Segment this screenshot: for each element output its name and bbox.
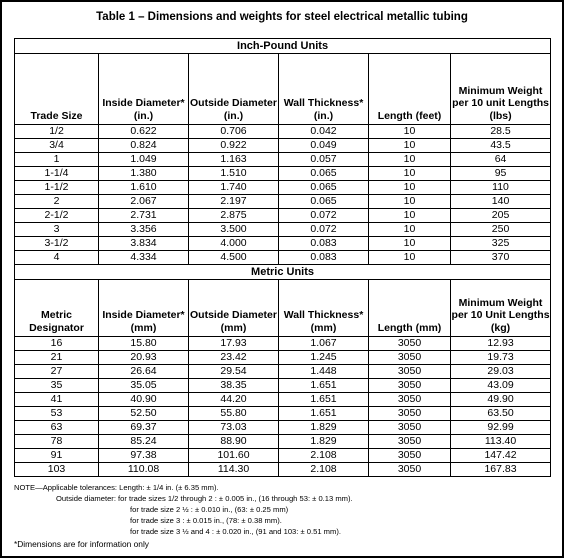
table-cell: 2-1/2 xyxy=(15,209,99,223)
table-cell: 10 xyxy=(369,167,451,181)
table-row xyxy=(15,393,551,407)
table-cell: 0.049 xyxy=(279,139,369,153)
note-trade-size-2-1-2: for trade size 2 ½ : ± 0.010 in., (63: ± 0.25 mm) xyxy=(130,505,289,514)
column-header: Inside Diameter* (in.) xyxy=(99,54,189,125)
table-cell: 43.5 xyxy=(451,139,551,153)
table-cell: 23.42 xyxy=(189,351,279,365)
table-cell: 92.99 xyxy=(451,421,551,435)
table-cell: 101.60 xyxy=(189,449,279,463)
table-cell: 1 xyxy=(15,153,99,167)
table-cell: 4.000 xyxy=(189,237,279,251)
notes-block xyxy=(14,482,554,550)
table-row xyxy=(15,449,551,463)
table-cell: 1.245 xyxy=(279,351,369,365)
table-cell: 15.80 xyxy=(99,337,189,351)
table-cell: 10 xyxy=(369,195,451,209)
table-cell: 110.08 xyxy=(99,463,189,477)
table-cell: 64 xyxy=(451,153,551,167)
table-title: Table 1 – Dimensions and weights for steel electrical metallic tubing xyxy=(96,11,468,23)
column-header: Length (feet) xyxy=(369,54,451,125)
table-cell: 2 xyxy=(15,195,99,209)
table-cell: 2.067 xyxy=(99,195,189,209)
table-cell: 85.24 xyxy=(99,435,189,449)
table-cell: 1.380 xyxy=(99,167,189,181)
table-cell: 0.622 xyxy=(99,125,189,139)
table-cell: 1.049 xyxy=(99,153,189,167)
table-cell: 103 xyxy=(15,463,99,477)
table-cell: 1.448 xyxy=(279,365,369,379)
column-header: Trade Size xyxy=(15,54,99,125)
footnote: *Dimensions are for information only xyxy=(14,539,149,549)
table-cell: 17.93 xyxy=(189,337,279,351)
table-cell: 10 xyxy=(369,181,451,195)
table-cell: 0.042 xyxy=(279,125,369,139)
table-cell: 52.50 xyxy=(99,407,189,421)
table-row xyxy=(15,337,551,351)
table-cell: 41 xyxy=(15,393,99,407)
table-cell: 167.83 xyxy=(451,463,551,477)
table-cell: 1.829 xyxy=(279,435,369,449)
table-cell: 325 xyxy=(451,237,551,251)
table-cell: 0.057 xyxy=(279,153,369,167)
table-cell: 38.35 xyxy=(189,379,279,393)
table-cell: 35 xyxy=(15,379,99,393)
table-cell: 55.80 xyxy=(189,407,279,421)
column-header: Wall Thickness* (in.) xyxy=(279,54,369,125)
table-cell: 1.510 xyxy=(189,167,279,181)
table-cell: 3050 xyxy=(369,421,451,435)
table-cell: 26.64 xyxy=(99,365,189,379)
table-cell: 1.067 xyxy=(279,337,369,351)
table-cell: 0.065 xyxy=(279,195,369,209)
table-cell: 2.197 xyxy=(189,195,279,209)
table-cell: 205 xyxy=(451,209,551,223)
column-header: Outside Diameter (mm) xyxy=(189,280,279,337)
table-cell: 4.334 xyxy=(99,251,189,265)
table-cell: 3050 xyxy=(369,463,451,477)
table-cell: 0.083 xyxy=(279,237,369,251)
table-cell: 69.37 xyxy=(99,421,189,435)
table-cell: 1.651 xyxy=(279,379,369,393)
column-header: Outside Diameter (in.) xyxy=(189,54,279,125)
table-cell: 3050 xyxy=(369,393,451,407)
column-header: Minimum Weight per 10 unit Lengths (lbs) xyxy=(451,54,551,125)
table-cell: 3050 xyxy=(369,449,451,463)
table-row xyxy=(15,167,551,181)
note-trade-size-3: for trade size 3 : ± 0.015 in., (78: ± 0.38 mm). xyxy=(130,516,282,525)
table-cell: 73.03 xyxy=(189,421,279,435)
table-cell: 49.90 xyxy=(451,393,551,407)
table-cell: 1.163 xyxy=(189,153,279,167)
column-header: Length (mm) xyxy=(369,280,451,337)
table-row xyxy=(15,351,551,365)
table-row xyxy=(15,365,551,379)
table-cell: 250 xyxy=(451,223,551,237)
table-cell: 10 xyxy=(369,125,451,139)
table-cell: 3050 xyxy=(369,435,451,449)
table-cell: 10 xyxy=(369,237,451,251)
table-cell: 1.610 xyxy=(99,181,189,195)
column-header: Metric Designator xyxy=(15,280,99,337)
table-cell: 3050 xyxy=(369,407,451,421)
metric-band-label: Metric Units xyxy=(15,265,551,280)
note-outside-diameter: Outside diameter: for trade sizes 1/2 through 2 : ± 0.005 in., (16 through 53: ± 0.13 mm). xyxy=(56,494,353,503)
table-cell: 1-1/2 xyxy=(15,181,99,195)
inch-pound-band xyxy=(15,39,551,54)
table-cell: 3050 xyxy=(369,365,451,379)
column-header: Minimum Weight per 10 Unit Lengths (kg) xyxy=(451,280,551,337)
table-row xyxy=(15,407,551,421)
table-cell: 40.90 xyxy=(99,393,189,407)
table-cell: 43.09 xyxy=(451,379,551,393)
table-cell: 12.93 xyxy=(451,337,551,351)
table-cell: 19.73 xyxy=(451,351,551,365)
table-cell: 0.706 xyxy=(189,125,279,139)
table-cell: 147.42 xyxy=(451,449,551,463)
table-row xyxy=(15,435,551,449)
table-cell: 1.651 xyxy=(279,407,369,421)
table-cell: 1.829 xyxy=(279,421,369,435)
table-cell: 2.108 xyxy=(279,463,369,477)
table-cell: 3.500 xyxy=(189,223,279,237)
table-row xyxy=(15,181,551,195)
table-cell: 4 xyxy=(15,251,99,265)
table-cell: 2.108 xyxy=(279,449,369,463)
table-cell: 3-1/2 xyxy=(15,237,99,251)
table-cell: 3 xyxy=(15,223,99,237)
table-cell: 20.93 xyxy=(99,351,189,365)
column-header: Wall Thickness* (mm) xyxy=(279,280,369,337)
table-cell: 10 xyxy=(369,209,451,223)
note-trade-size-3-1-2-and-4: for trade size 3 ½ and 4 : ± 0.020 in., (91 and 103: ± 0.51 mm). xyxy=(130,527,341,536)
table-row xyxy=(15,237,551,251)
note-tolerance-length: NOTE—Applicable tolerances: Length: ± 1/4 in. (± 6.35 mm). xyxy=(14,483,219,492)
table-cell: 0.072 xyxy=(279,209,369,223)
table-cell: 27 xyxy=(15,365,99,379)
table-cell: 10 xyxy=(369,153,451,167)
table-cell: 113.40 xyxy=(451,435,551,449)
table-cell: 28.5 xyxy=(451,125,551,139)
table-cell: 114.30 xyxy=(189,463,279,477)
table-cell: 35.05 xyxy=(99,379,189,393)
table-cell: 63.50 xyxy=(451,407,551,421)
table-row xyxy=(15,125,551,139)
table-cell: 3050 xyxy=(369,379,451,393)
table-row xyxy=(15,139,551,153)
dimensions-table xyxy=(14,38,551,477)
table-cell: 10 xyxy=(369,251,451,265)
table-row xyxy=(15,251,551,265)
table-cell: 3050 xyxy=(369,337,451,351)
table-cell: 370 xyxy=(451,251,551,265)
table-row xyxy=(15,223,551,237)
table-cell: 110 xyxy=(451,181,551,195)
table-row xyxy=(15,463,551,477)
table-cell: 1.740 xyxy=(189,181,279,195)
table-cell: 3050 xyxy=(369,351,451,365)
table-cell: 10 xyxy=(369,139,451,153)
table-cell: 1.651 xyxy=(279,393,369,407)
table-row xyxy=(15,209,551,223)
table-cell: 88.90 xyxy=(189,435,279,449)
table-cell: 4.500 xyxy=(189,251,279,265)
table-cell: 0.065 xyxy=(279,181,369,195)
inch-pound-band-label: Inch-Pound Units xyxy=(15,39,551,54)
table-cell: 3/4 xyxy=(15,139,99,153)
table-cell: 97.38 xyxy=(99,449,189,463)
metric-band xyxy=(15,265,551,280)
table-row xyxy=(15,421,551,435)
table-cell: 63 xyxy=(15,421,99,435)
table-cell: 1/2 xyxy=(15,125,99,139)
table-cell: 21 xyxy=(15,351,99,365)
table-cell: 0.072 xyxy=(279,223,369,237)
table-cell: 0.824 xyxy=(99,139,189,153)
table-cell: 16 xyxy=(15,337,99,351)
table-cell: 2.875 xyxy=(189,209,279,223)
table-cell: 53 xyxy=(15,407,99,421)
metric-header-row xyxy=(15,280,551,337)
table-cell: 91 xyxy=(15,449,99,463)
table-cell: 78 xyxy=(15,435,99,449)
table-cell: 0.083 xyxy=(279,251,369,265)
table-cell: 140 xyxy=(451,195,551,209)
table-cell: 29.03 xyxy=(451,365,551,379)
table-row xyxy=(15,195,551,209)
table-row xyxy=(15,153,551,167)
table-cell: 0.065 xyxy=(279,167,369,181)
table-cell: 29.54 xyxy=(189,365,279,379)
inch-header-row xyxy=(15,54,551,125)
table-cell: 3.834 xyxy=(99,237,189,251)
table-cell: 2.731 xyxy=(99,209,189,223)
table-cell: 44.20 xyxy=(189,393,279,407)
table-cell: 1-1/4 xyxy=(15,167,99,181)
table-cell: 95 xyxy=(451,167,551,181)
table-cell: 0.922 xyxy=(189,139,279,153)
table-cell: 10 xyxy=(369,223,451,237)
table-cell: 3.356 xyxy=(99,223,189,237)
table-row xyxy=(15,379,551,393)
column-header: Inside Diameter* (mm) xyxy=(99,280,189,337)
